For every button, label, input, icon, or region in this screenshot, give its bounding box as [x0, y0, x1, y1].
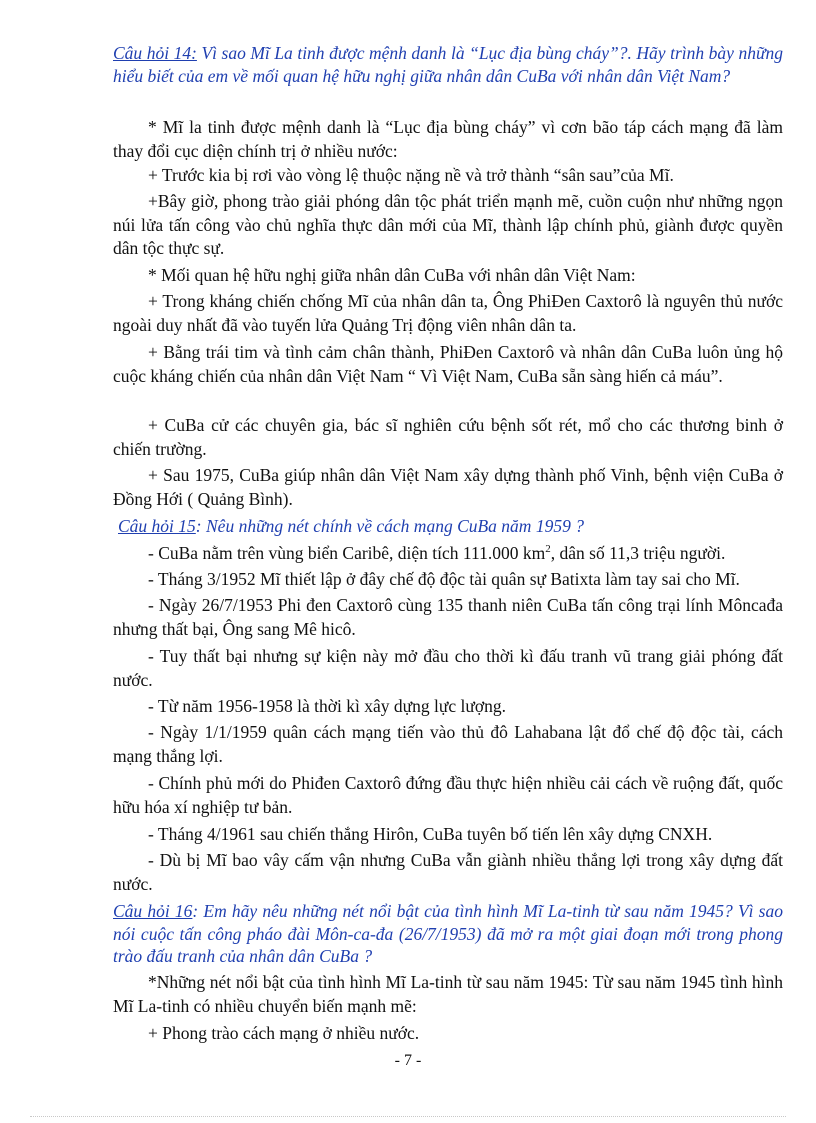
- question-14: [113, 42, 783, 87]
- answer-15-para-1: [113, 542, 783, 566]
- question-15: [118, 515, 788, 538]
- answer-15-para-9: - Dù bị Mĩ bao vây cấm vận nhưng CuBa vẫn giành nhiều thắng lợi trong xây dựng đất nước.: [113, 850, 783, 894]
- answer-14-para-7: + CuBa cử các chuyên gia, bác sĩ nghiên cứu bệnh sốt rét, mổ cho các thương binh ở chiến trường.: [113, 415, 783, 459]
- page-border-divider: [30, 1116, 786, 1117]
- answer-15-para-5: - Từ năm 1956-1958 là thời kì xây dựng lực lượng.: [148, 696, 506, 716]
- answer-15-para-6: - Ngày 1/1/1959 quân cách mạng tiến vào thủ đô Lahabana lật đổ chế độ độc tài, cách mạng thắng lợi.: [113, 722, 783, 766]
- question-16: [113, 900, 783, 968]
- question-14-label: Câu hỏi 14:: [113, 43, 197, 63]
- population-text: , dân số 11,3 triệu người.: [550, 543, 726, 563]
- answer-15-para-4: - Tuy thất bại nhưng sự kiện này mở đầu cho thời kì đấu tranh vũ trang giải phóng đất nước.: [113, 646, 783, 690]
- answer-14-para-2: + Trước kia bị rơi vào vòng lệ thuộc nặng nề và trở thành “sân sau”của Mĩ.: [148, 165, 674, 185]
- answer-15-para-2: - Tháng 3/1952 Mĩ thiết lập ở đây chế độ độc tài quân sự Batixta làm tay sai cho Mĩ.: [148, 569, 740, 589]
- page-number: - 7 -: [394, 1052, 422, 1069]
- superscript-2: 2: [545, 543, 551, 556]
- answer-14-para-1: * Mĩ la tinh được mệnh danh là “Lục địa bùng cháy” vì cơn bão táp cách mạng đã làm thay đổi cục diện chính trị ở nhiều nước:: [113, 117, 783, 161]
- answer-14-para-3: +Bây giờ, phong trào giải phóng dân tộc phát triển mạnh mẽ, cuồn cuộn như những ngọn núi lửa tấn công vào chủ nghĩa thực dân mới của Mĩ, thành lập chính phủ, giành được quyền dân tộc thực sự.: [113, 191, 783, 258]
- answer-14-para-6: + Bằng trái tim và tình cảm chân thành, PhiĐen Caxtorô và nhân dân CuBa luôn ủng hộ cuộc kháng chiến của nhân dân Việt Nam “ Vì Việt Nam, CuBa sẵn sàng hiến cả máu”.: [113, 342, 783, 386]
- answer-14-para-5: + Trong kháng chiến chống Mĩ của nhân dân ta, Ông PhiĐen Caxtorô là nguyên thủ nước ngoài duy nhất đã vào tuyến lửa Quảng Trị động viên nhân dân ta.: [113, 291, 783, 335]
- question-15-text: : Nêu những nét chính về cách mạng CuBa năm 1959 ?: [195, 516, 584, 536]
- answer-15-para-3: - Ngày 26/7/1953 Phi đen Caxtorô cùng 135 thanh niên CuBa tấn công trại lính Môncađa nhưng thất bại, Ông sang Mê hicô.: [113, 595, 783, 639]
- question-16-label: Câu hỏi 16: [113, 901, 193, 921]
- answer-15-para-8: - Tháng 4/1961 sau chiến thắng Hirôn, CuBa tuyên bố tiến lên xây dựng CNXH.: [148, 824, 713, 844]
- area-text: - CuBa nằm trên vùng biển Caribê, diện tích 111.000 km: [148, 543, 546, 563]
- answer-16-para-1: *Những nét nổi bật của tình hình Mĩ La-tinh từ sau năm 1945: Từ sau năm 1945 tình hình Mĩ La-tinh có nhiều chuyển biến mạnh mẽ:: [113, 972, 783, 1016]
- answer-15-para-7: - Chính phủ mới do Phiđen Caxtorô đứng đầu thực hiện nhiều cải cách về ruộng đất, quốc hữu hóa xí nghiệp tư bản.: [113, 773, 783, 817]
- answer-14-para-8: + Sau 1975, CuBa giúp nhân dân Việt Nam xây dựng thành phố Vinh, bệnh viện CuBa ở Đồng Hới ( Quảng Bình).: [113, 465, 783, 509]
- answer-14-para-4: * Mối quan hệ hữu nghị giữa nhân dân CuBa với nhân dân Việt Nam:: [148, 265, 636, 285]
- question-15-label: Câu hỏi 15: [118, 516, 196, 536]
- question-16-text: : Em hãy nêu những nét nổi bật của tình hình Mĩ La-tinh từ sau năm 1945? Vì sao nói cuộc tấn công pháo đài Môn-ca-đa (26/7/1953) đã mở ra một giai đoạn mới trong phong trào đấu tranh của nhân dân CuBa ?: [113, 901, 783, 966]
- question-14-text: Vì sao Mĩ La tinh được mệnh danh là “Lục địa bùng cháy”?. Hãy trình bày những hiểu biết của em về mối quan hệ hữu nghị giữa nhân dân CuBa với nhân dân Việt Nam?: [113, 43, 783, 86]
- answer-16-para-2: + Phong trào cách mạng ở nhiều nước.: [148, 1023, 420, 1043]
